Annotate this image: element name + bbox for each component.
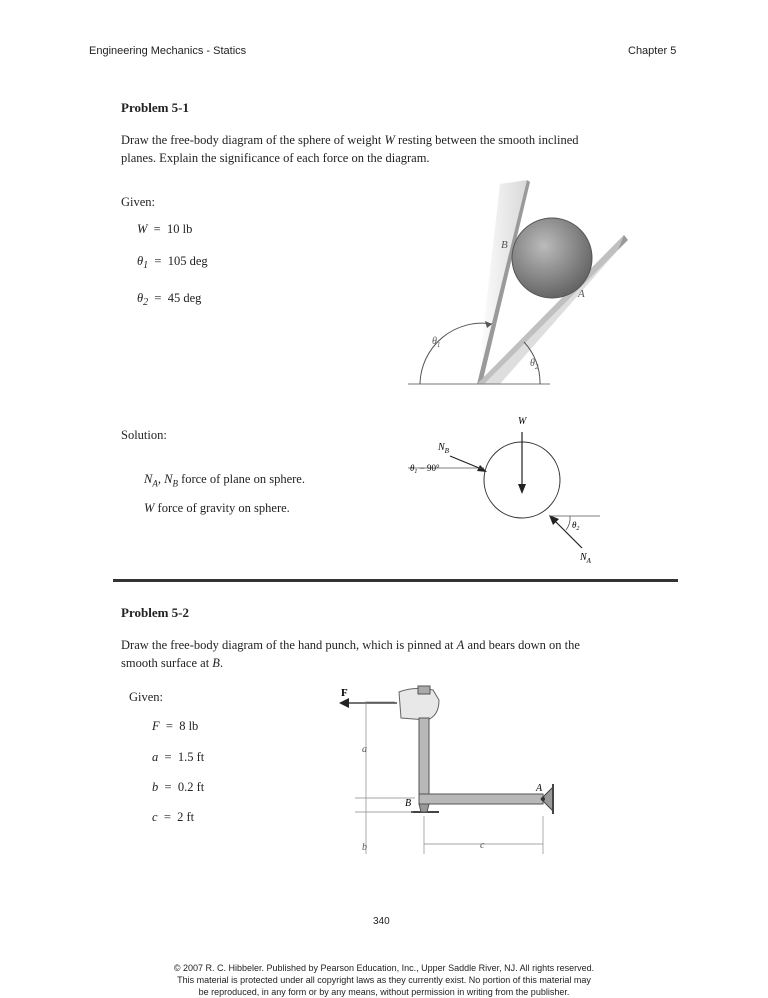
punch-tip	[419, 804, 429, 812]
given-W: W = 10 lb	[137, 222, 193, 236]
problem1-statement-text2: resting between the smooth inclined	[394, 133, 579, 147]
fbd-label-na-sym: N	[580, 552, 587, 563]
fbd-label-theta2	[572, 520, 579, 532]
footer-line2: This material is protected under all copyright laws as they currently exist. No portion of this material may	[177, 975, 591, 985]
punch-horizontal-arm	[419, 794, 543, 804]
problem1-statement-text: Draw the free-body diagram of the sphere of weight	[121, 133, 385, 147]
label-theta2-sub: 2	[534, 363, 539, 371]
given-theta2: $\theta_2 = 45$ deg	[137, 291, 202, 308]
fbd-label-nb-sub: B	[444, 447, 449, 455]
given-symbol: b	[152, 780, 159, 794]
problem2-statement-var-a: A	[456, 638, 465, 652]
punch-vertical-bar	[419, 718, 429, 800]
label-dim-c: c	[480, 840, 485, 851]
problem1-title: Problem 5-1	[121, 100, 189, 115]
given-b: b = 0.2 ft	[152, 780, 205, 794]
solution-normal-text: force of plane on sphere.	[181, 472, 305, 486]
sphere-inclined-planes-figure	[400, 172, 640, 392]
fbd-label-na-sub: A	[586, 557, 591, 565]
fbd-angle1-rest: − 90°	[417, 463, 440, 473]
fbd-angle1-sub: 1	[414, 469, 418, 475]
fbd-theta2-sym: θ	[572, 520, 577, 530]
label-a: A	[578, 288, 585, 300]
copyright-footer	[100, 962, 668, 998]
given-symbol: θ	[137, 291, 144, 305]
header-right: Chapter 5	[628, 45, 677, 57]
problem2-statement-text: Draw the free-body diagram of the hand punch, which is pinned at	[121, 638, 457, 652]
given-F: F = 8 lb	[152, 719, 199, 733]
label-a-pin: A	[536, 783, 543, 794]
handle-cap	[418, 686, 430, 694]
given-c: c = 2 ft	[152, 810, 195, 824]
problem2-title: Problem 5-2	[121, 605, 189, 620]
fbd-label-nb	[437, 442, 450, 455]
fbd-label-w: W	[518, 416, 527, 427]
problem1-statement-var: W	[384, 133, 395, 147]
label-theta1-sym: θ	[432, 336, 437, 347]
problem-separator	[113, 579, 678, 582]
fbd-label-na	[579, 552, 592, 565]
label-f: F	[341, 687, 348, 699]
label-b-surface: B	[405, 798, 412, 809]
label-theta2-sym: θ	[530, 358, 535, 369]
given-symbol: a	[152, 750, 159, 764]
fbd-label-nb-sym: N	[438, 442, 445, 453]
given-symbol: c	[152, 810, 158, 824]
given-value: 8 lb	[179, 719, 199, 733]
problem2-statement	[121, 636, 641, 672]
footer-line3: be reproduced, in any form or by any means, without permission in writing from the publisher.	[198, 987, 570, 997]
force-f-arrowhead	[339, 698, 349, 708]
given-value: 2 ft	[177, 810, 195, 824]
given-subscript: 2	[143, 297, 149, 308]
problem2-statement-var-b: B	[212, 656, 220, 670]
solution-line-weight	[144, 501, 290, 516]
hand-punch-figure	[335, 682, 565, 857]
given-a: a = 1.5 ft	[152, 750, 205, 764]
given-theta1: $\theta_1 = 105$ deg	[137, 254, 208, 271]
label-theta1-sub: 1	[436, 341, 441, 349]
na-arrow	[552, 518, 582, 548]
problem1-statement	[121, 131, 621, 167]
problem2-statement-line2: smooth surface at	[121, 656, 213, 670]
header-left: Engineering Mechanics - Statics	[89, 45, 247, 57]
sphere	[512, 218, 592, 298]
label-dim-a: a	[362, 744, 367, 755]
given-value: 105 deg	[167, 254, 208, 268]
given-symbol: F	[152, 719, 160, 733]
sphere-fbd-figure	[400, 410, 640, 570]
problem1-solution-label: Solution:	[121, 428, 167, 442]
pin-a	[541, 797, 545, 801]
label-dim-b: b	[362, 842, 367, 853]
page-number: 340	[373, 916, 390, 927]
theta2-fbd-arc	[566, 516, 570, 530]
solution-weight-symbol: W	[144, 501, 155, 515]
fbd-angle1-sym: θ	[410, 463, 415, 473]
problem1-statement-line2: planes. Explain the significance of each force on the diagram.	[121, 151, 430, 165]
given-value: 1.5 ft	[177, 750, 205, 764]
given-value: 0.2 ft	[177, 780, 205, 794]
given-subscript: 1	[143, 260, 149, 271]
given-symbol: W	[137, 222, 148, 236]
problem2-statement-period: .	[219, 656, 224, 670]
problem2-given-label: Given:	[129, 690, 164, 704]
problem1-given-label: Given:	[121, 195, 156, 209]
footer-line1: © 2007 R. C. Hibbeler. Published by Pearson Education, Inc., Upper Saddle River, NJ. All rights reserved.	[173, 963, 595, 973]
given-value: 45 deg	[167, 291, 202, 305]
given-value: 10 lb	[166, 222, 193, 236]
label-theta2	[530, 358, 539, 371]
solution-line-normals: $N_A$, $N_B$ force of plane on sphere.	[144, 472, 305, 489]
fbd-label-angle1	[410, 463, 440, 475]
fbd-theta2-sub: 2	[576, 526, 580, 532]
solution-weight-text: force of gravity on sphere.	[157, 501, 290, 515]
label-b: B	[501, 239, 508, 251]
problem2-statement-text2: and bears down on the	[464, 638, 580, 652]
given-symbol: θ	[137, 254, 144, 268]
